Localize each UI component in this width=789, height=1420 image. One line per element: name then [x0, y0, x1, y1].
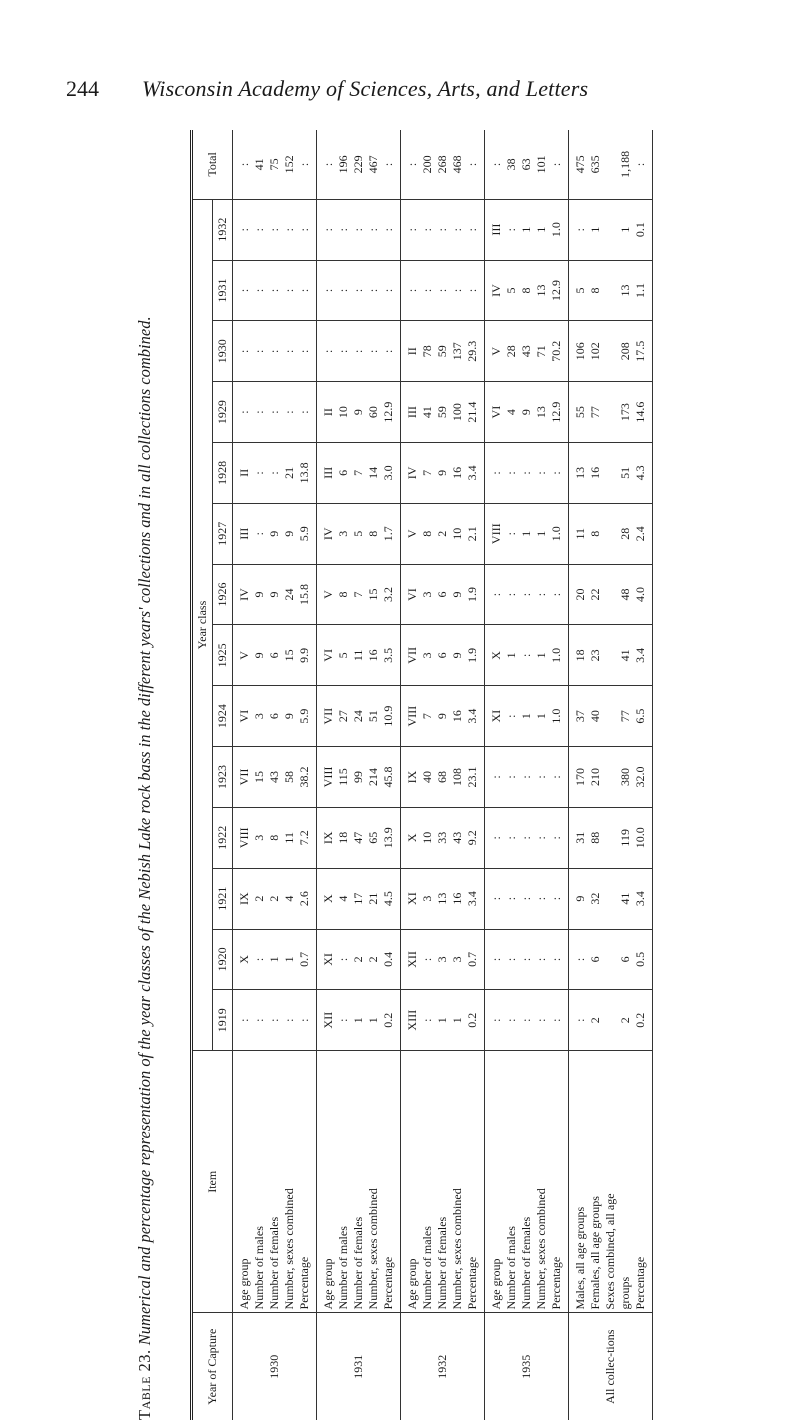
year-class-cell: XI : 2 2 0.4 — [317, 929, 401, 990]
year-class-cell: : : : : : — [233, 321, 317, 382]
table-row — [569, 130, 653, 1420]
year-class-cell: : : : : : — [233, 990, 317, 1051]
year-class-cell: IV 9 9 24 15.8 — [233, 564, 317, 625]
year-class-header-1921: 1921 — [213, 868, 233, 929]
year-class-header-1922: 1922 — [213, 807, 233, 868]
year-class-header-1920: 1920 — [213, 929, 233, 990]
year-class-cell: VIII 3 8 11 7.2 — [233, 807, 317, 868]
data-table — [190, 130, 653, 1420]
page-number: 244 — [66, 76, 99, 101]
year-class-cell: IX 40 68 108 23.1 — [401, 747, 485, 808]
year-class-cell: IV 7 9 16 3.4 — [401, 443, 485, 504]
year-class-cell: : : : : : — [233, 260, 317, 321]
table-row — [317, 130, 401, 1420]
year-class-cell: 13 16 51 4.3 — [569, 443, 653, 504]
year-class-cell: : : : : : — [485, 929, 569, 990]
year-class-cell: X : 1 1 0.7 — [233, 929, 317, 990]
year-class-cell: VIII : 1 1 1.0 — [485, 503, 569, 564]
year-class-header-1924: 1924 — [213, 686, 233, 747]
year-class-cell: 18 23 41 3.4 — [569, 625, 653, 686]
year-class-header-1926: 1926 — [213, 564, 233, 625]
year-class-header-1925: 1925 — [213, 625, 233, 686]
header-year-of-capture: Year of Capture — [192, 1313, 233, 1420]
year-class-cell: 55 77 173 14.6 — [569, 382, 653, 443]
year-class-cell: : : : : : — [317, 199, 401, 260]
year-class-cell: IX 18 47 65 13.9 — [317, 807, 401, 868]
year-class-cell: II 78 59 137 29.3 — [401, 321, 485, 382]
year-class-cell: : : : : : — [401, 199, 485, 260]
year-of-capture-cell: All collec-tions — [569, 1313, 653, 1420]
table-body — [233, 130, 653, 1420]
table-caption-text: Numerical and percentage representation of the year classes of the Nebish Lake rock bass in the different years' collections and in all collections combined. — [135, 316, 154, 1346]
total-cell: : 196 229 467 : — [317, 130, 401, 199]
year-class-cell: VI 4 9 13 12.9 — [485, 382, 569, 443]
running-title: Wisconsin Academy of Sciences, Arts, and Letters — [142, 76, 589, 101]
page-header — [66, 76, 706, 106]
year-class-cell: X 1 : 1 1.0 — [485, 625, 569, 686]
year-class-cell: VII 27 24 51 10.9 — [317, 686, 401, 747]
year-class-cell: : 2 2 0.2 — [569, 990, 653, 1051]
year-class-cell: II 10 9 60 12.9 — [317, 382, 401, 443]
year-class-cell: XI : 1 1 1.0 — [485, 686, 569, 747]
year-class-cell: X 4 17 21 4.5 — [317, 868, 401, 929]
year-of-capture-cell: 1931 — [317, 1313, 401, 1420]
year-class-cell: V 28 43 71 70.2 — [485, 321, 569, 382]
item-labels-cell: Age group Number of males Number of females Number, sexes combined Percentage — [233, 1051, 317, 1313]
year-class-cell: V 9 6 15 9.9 — [233, 625, 317, 686]
year-class-cell: VII 15 43 58 38.2 — [233, 747, 317, 808]
header-year-class: Year class — [192, 199, 213, 1050]
year-class-header-1932: 1932 — [213, 199, 233, 260]
year-class-cell: : : : : : — [233, 382, 317, 443]
year-class-cell: 9 32 41 3.4 — [569, 868, 653, 929]
year-class-header-1931: 1931 — [213, 260, 233, 321]
year-class-cell: XII : 1 1 0.2 — [317, 990, 401, 1051]
year-class-cell: III 41 59 100 21.4 — [401, 382, 485, 443]
year-class-cell: VI 5 11 16 3.5 — [317, 625, 401, 686]
year-class-cell: 20 22 48 4.0 — [569, 564, 653, 625]
year-class-cell: III 6 7 14 3.0 — [317, 443, 401, 504]
year-class-cell: X 10 33 43 9.2 — [401, 807, 485, 868]
year-class-header-1930: 1930 — [213, 321, 233, 382]
total-cell: : 200 268 468 : — [401, 130, 485, 199]
year-of-capture-cell: 1935 — [485, 1313, 569, 1420]
table-row — [401, 130, 485, 1420]
year-class-cell: 31 88 119 10.0 — [569, 807, 653, 868]
year-class-cell: III : 1 1 1.0 — [485, 199, 569, 260]
table-row — [233, 130, 317, 1420]
year-class-cell: 5 8 13 1.1 — [569, 260, 653, 321]
year-class-cell: V 8 2 10 2.1 — [401, 503, 485, 564]
year-class-cell: : : : : : — [485, 807, 569, 868]
year-of-capture-cell: 1932 — [401, 1313, 485, 1420]
year-class-cell: XI 3 13 16 3.4 — [401, 868, 485, 929]
year-class-cell: 106 102 208 17.5 — [569, 321, 653, 382]
year-class-cell: 37 40 77 6.5 — [569, 686, 653, 747]
year-class-cell: : 1 1 0.1 — [569, 199, 653, 260]
year-class-header-1929: 1929 — [213, 382, 233, 443]
table-caption — [134, 130, 155, 1420]
year-class-cell: VI 3 6 9 1.9 — [401, 564, 485, 625]
year-class-cell: : : : : : — [317, 321, 401, 382]
year-class-cell: : : : : : — [485, 868, 569, 929]
year-class-cell: V 8 7 15 3.2 — [317, 564, 401, 625]
year-class-cell: II : : 21 13.8 — [233, 443, 317, 504]
total-cell: 475 635 1,188 : — [569, 130, 653, 199]
item-labels-cell: Age group Number of males Number of females Number, sexes combined Percentage — [485, 1051, 569, 1313]
year-class-cell: IX 2 2 4 2.6 — [233, 868, 317, 929]
year-class-cell: : : : : : — [485, 443, 569, 504]
year-class-header-1919: 1919 — [213, 990, 233, 1051]
item-labels-cell: Age group Number of males Number of females Number, sexes combined Percentage — [317, 1051, 401, 1313]
year-class-cell: XII : 3 3 0.7 — [401, 929, 485, 990]
table-row — [485, 130, 569, 1420]
table-label: Table 23. — [135, 1349, 154, 1420]
item-labels-cell: Males, all age groups Females, all age groups Sexes combined, all age groups Percentage — [569, 1051, 653, 1313]
year-class-cell: : : : : : — [317, 260, 401, 321]
year-class-cell: : 6 6 0.5 — [569, 929, 653, 990]
year-class-cell: : : : : : — [485, 747, 569, 808]
year-class-cell: XIII : 1 1 0.2 — [401, 990, 485, 1051]
rotated-table-block — [134, 130, 754, 1420]
total-cell: : 38 63 101 : — [485, 130, 569, 199]
total-cell: : 41 75 152 : — [233, 130, 317, 199]
year-class-cell: : : : : : — [233, 199, 317, 260]
year-class-header-1923: 1923 — [213, 747, 233, 808]
year-class-header-1928: 1928 — [213, 443, 233, 504]
year-class-cell: : : : : : — [401, 260, 485, 321]
year-class-cell: 11 8 28 2.4 — [569, 503, 653, 564]
year-class-header-1927: 1927 — [213, 503, 233, 564]
year-class-cell: : : : : : — [485, 564, 569, 625]
year-class-cell: 170 210 380 32.0 — [569, 747, 653, 808]
year-class-cell: : : : : : — [485, 990, 569, 1051]
year-class-cell: VIII 115 99 214 45.8 — [317, 747, 401, 808]
item-labels-cell: Age group Number of males Number of females Number, sexes combined Percentage — [401, 1051, 485, 1313]
year-class-cell: III : 9 9 5.9 — [233, 503, 317, 564]
year-class-cell: IV 3 5 8 1.7 — [317, 503, 401, 564]
header-item: Item — [192, 1051, 233, 1313]
year-class-cell: VIII 7 9 16 3.4 — [401, 686, 485, 747]
year-of-capture-cell: 1930 — [233, 1313, 317, 1420]
header-total: Total — [192, 130, 233, 199]
year-class-cell: VI 3 6 9 5.9 — [233, 686, 317, 747]
year-class-cell: VII 3 6 9 1.9 — [401, 625, 485, 686]
year-class-cell: IV 5 8 13 12.9 — [485, 260, 569, 321]
